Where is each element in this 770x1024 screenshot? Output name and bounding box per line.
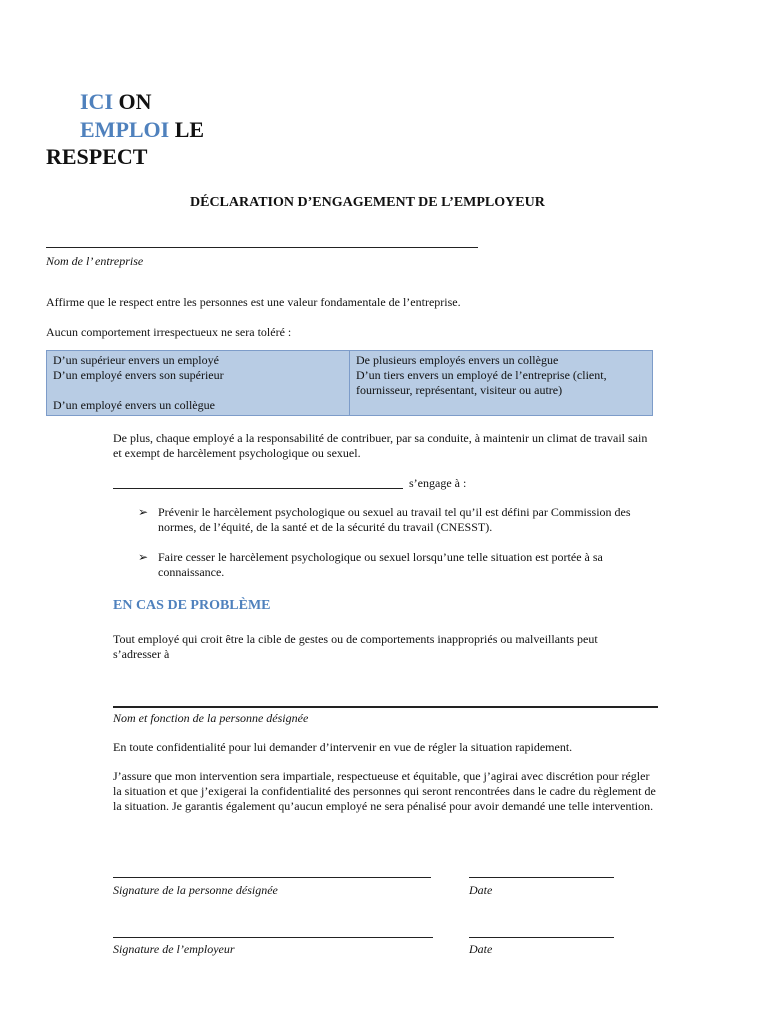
date-1-label: Date	[469, 883, 493, 897]
logo-word-respect: RESPECT	[46, 144, 148, 169]
table-left-item: D’un employé envers un collègue	[53, 398, 215, 412]
table-right-item: D’un tiers envers un employé de l’entreprise (client, fournisseur, représentant, visiteur ou autre)	[356, 368, 607, 397]
no-tolerance-text: Aucun comportement irrespectueux ne sera toléré :	[46, 325, 292, 339]
table-left-item: D’un employé envers son supérieur	[53, 368, 224, 382]
affirm-text: Affirme que le respect entre les personnes est une valeur fondamentale de l’entreprise.	[46, 295, 461, 309]
designee-signature-label: Signature de la personne désignée	[113, 883, 278, 897]
arrow-bullet-icon: ➢	[138, 505, 149, 519]
problem-text: Tout employé qui croit être la cible de gestes ou de comportements inappropriés ou malveillants peut s’adresser à	[113, 632, 598, 661]
table-cell-right	[350, 351, 653, 416]
confidential-text: En toute confidentialité pour lui demander d’intervenir en vue de régler la situation rapidement.	[113, 740, 573, 754]
table-cell-left	[47, 351, 350, 416]
designee-signature-blank	[113, 877, 431, 878]
logo-line-2	[80, 119, 204, 141]
date-2-blank	[469, 937, 614, 938]
behaviors-table	[46, 350, 653, 416]
page-title: DÉCLARATION D’ENGAGEMENT DE L’EMPLOYEUR	[190, 195, 545, 210]
company-name-blank	[46, 247, 478, 248]
company-name-label: Nom de l’ entreprise	[46, 254, 144, 268]
logo-word-ici: ICI	[80, 89, 114, 114]
date-2-label: Date	[469, 942, 493, 956]
logo-word-emploi: EMPLOI	[80, 117, 170, 142]
engage-text: s’engage à :	[409, 476, 467, 490]
logo-line-1	[80, 91, 152, 113]
designee-blank	[113, 706, 658, 708]
table-right-item: De plusieurs employés envers un collègue	[356, 353, 559, 367]
employer-signature-blank	[113, 937, 433, 938]
table-left-item: D’un supérieur envers un employé	[53, 353, 219, 367]
logo-word-on: ON	[118, 89, 152, 114]
responsibility-text: De plus, chaque employé a la responsabilité de contribuer, par sa conduite, à maintenir un climat de travail sain et exempt de harcèlement psychologique ou sexuel.	[113, 431, 648, 460]
engage-blank	[113, 488, 403, 489]
assurance-text: J’assure que mon intervention sera impartiale, respectueuse et équitable, que j’agirai avec discrétion pour régler la situation et que j’exigerai la confidentialité des personnes qui seront rencontrées dans le cadre du règlement de la situation. Je garantis également qu’aucun employé ne sera pénalisé pour avoir demandé une telle intervention.	[113, 769, 656, 813]
designee-label: Nom et fonction de la personne désignée	[113, 711, 309, 725]
bullet-item: Prévenir le harcèlement psychologique ou sexuel au travail tel qu’il est défini par Commission des normes, de l’équité, de la santé et de la sécurité du travail (CNESST).	[158, 505, 631, 534]
bullet-item: Faire cesser le harcèlement psychologique ou sexuel lorsqu’une telle situation est portée à sa connaissance.	[158, 550, 603, 579]
date-1-blank	[469, 877, 614, 878]
problem-heading: EN CAS DE PROBLÈME	[113, 598, 271, 613]
arrow-bullet-icon: ➢	[138, 550, 149, 564]
employer-signature-label: Signature de l’employeur	[113, 942, 235, 956]
logo-word-le: LE	[174, 117, 205, 142]
